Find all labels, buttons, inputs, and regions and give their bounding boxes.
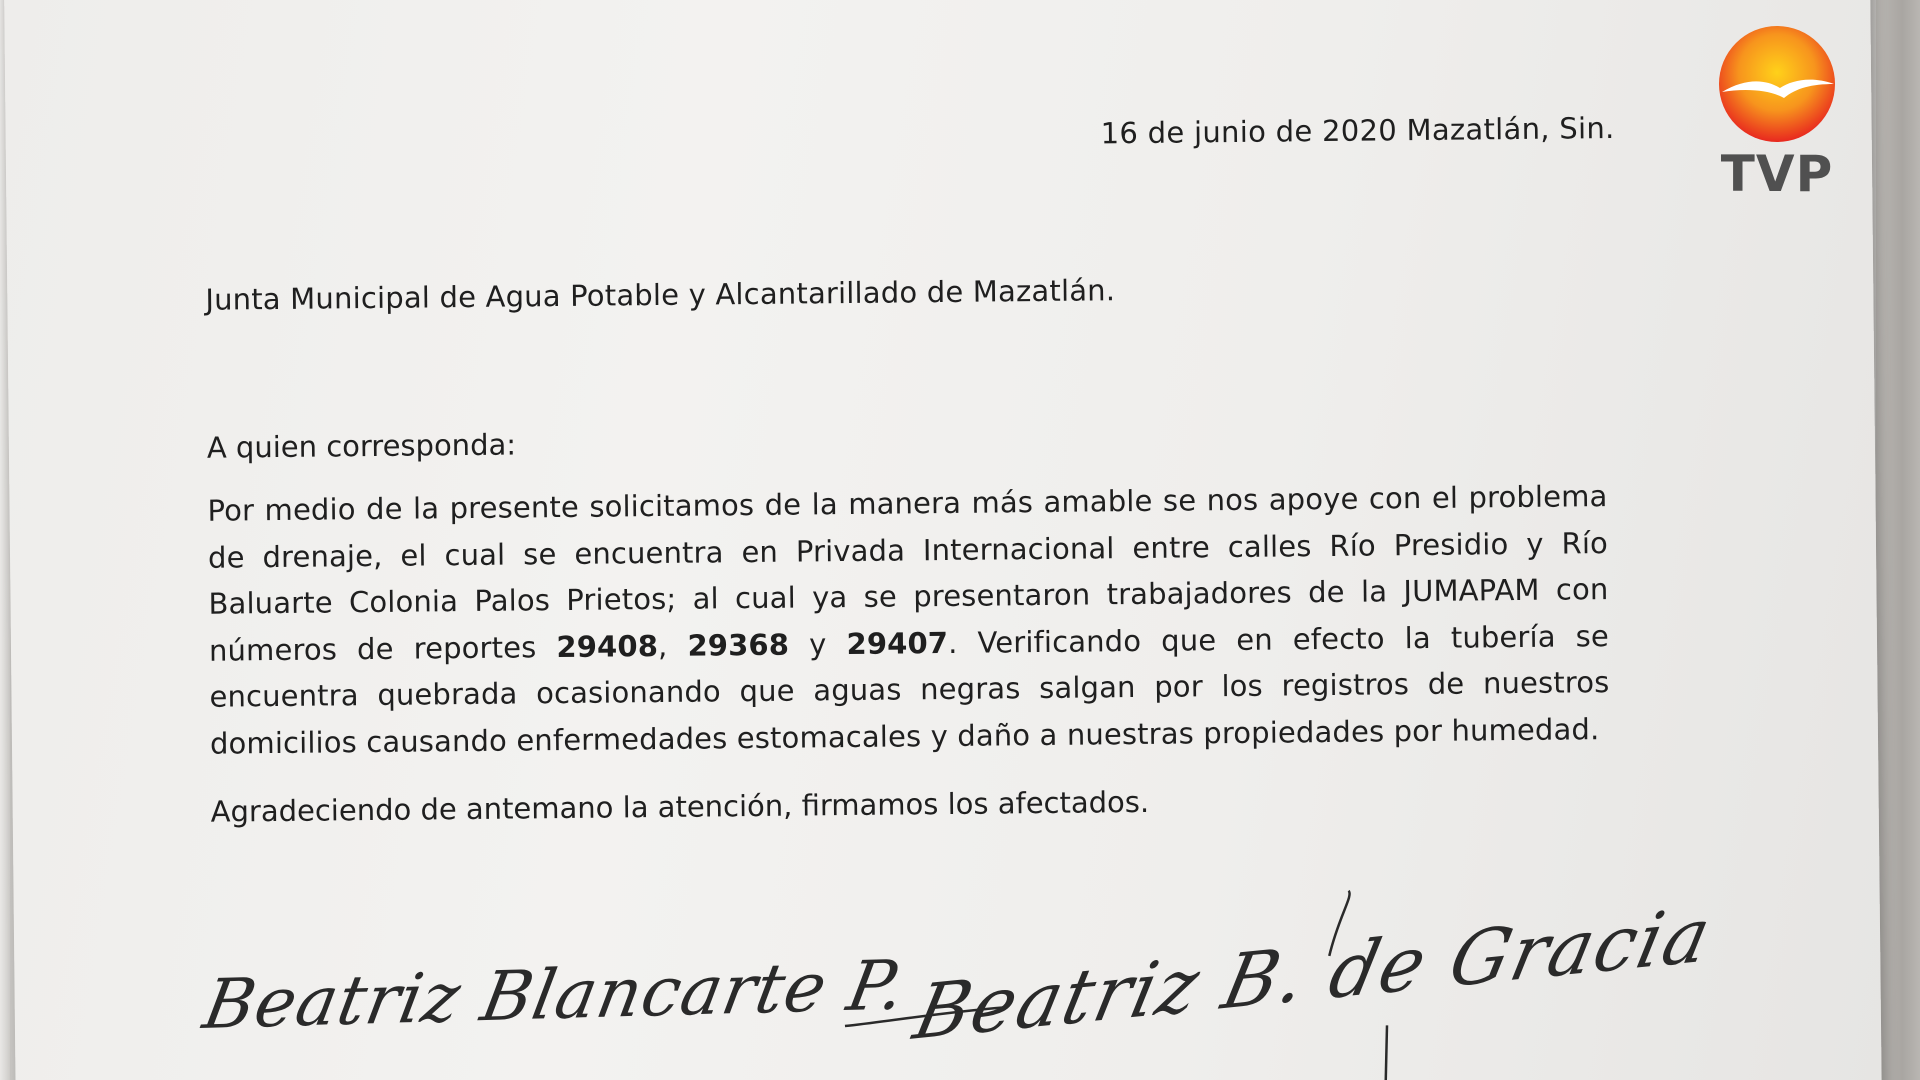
signature-flourish [14,890,1882,1080]
letter-date: 16 de junio de 2020 Mazatlán, Sin. [1100,110,1615,151]
letter-body [207,473,1610,767]
background-edge-right [1876,0,1920,1080]
letter-closing: Agradeciendo de antemano la atención, firmamos los afectados. [210,784,1150,829]
body-separator-1: , [657,628,688,663]
tvp-logo [1712,22,1842,202]
body-text-part2: . Verificando que en efecto la tubería se encuentra quebrada ocasionando que aguas negras salgan por los registros de nuestros domicilios causando enfermedades estomacales y daño a nuestras propiedades por humedad. [209,618,1610,761]
letter-salutation: A quien corresponda: [206,427,517,465]
signature-area [14,890,1882,1080]
body-separator-2: y [788,626,847,662]
letter-addressee: Junta Municipal de Agua Potable y Alcantarillado de Mazatlán. [205,273,1116,317]
tvp-logo-text: TVP [1720,145,1834,203]
signature-2: Beatriz B. de Gracia [906,891,1720,1058]
body-text-part1: Por medio de la presente solicitamos de la manera más amable se nos apoye con el problema de drenaje, el cual se encuentra en Privada Internacional entre calles Río Presidio y Río Baluarte Colonia Palos Prietos; al cual ya se presentaron trabajadores de la JUMAPAM con números de reportes [207,479,1609,668]
tvp-sun-icon [1712,22,1842,147]
report-number-2: 29368 [687,627,790,663]
report-number-1: 29408 [556,628,659,664]
report-number-3: 29407 [846,625,949,661]
letter-paper [4,0,1882,1080]
signature-1: Beatriz Blancarte P. [197,946,912,1046]
